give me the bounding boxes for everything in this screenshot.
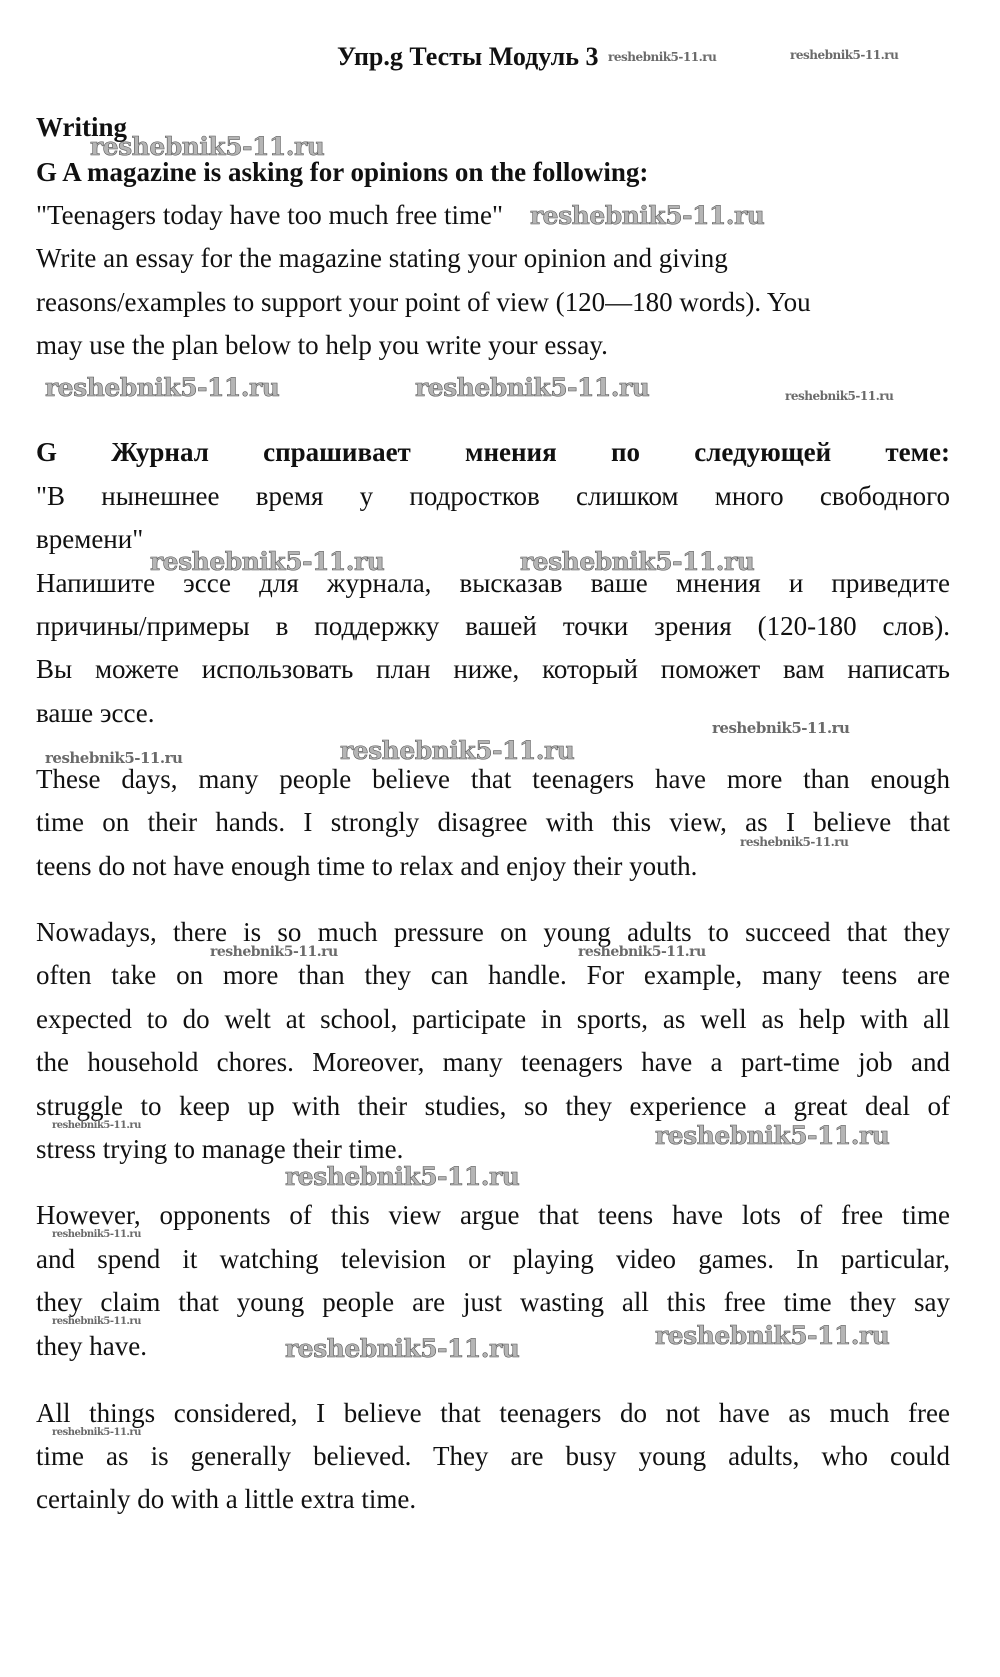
- essay-paragraph-4: certainly do with a little extra time.: [36, 1484, 417, 1514]
- watermark: reshebnik5-11.ru: [608, 50, 717, 64]
- watermark: reshebnik5-11.ru: [790, 48, 899, 62]
- watermark: reshebnik5-11.ru: [45, 373, 280, 402]
- essay-paragraph-3: and spend it watching television or playing video games. In particular,: [36, 1244, 950, 1274]
- watermark: reshebnik5-11.ru: [655, 1121, 890, 1150]
- watermark: reshebnik5-11.ru: [415, 373, 650, 402]
- section-heading: Writing: [36, 112, 128, 142]
- watermark: reshebnik5-11.ru: [285, 1162, 520, 1191]
- essay-paragraph-3: they have.: [36, 1331, 147, 1361]
- task-text-en: may use the plan below to help you write your essay.: [36, 330, 608, 360]
- watermark: reshebnik5-11.ru: [285, 1334, 520, 1363]
- task-text-en: reasons/examples to support your point of view (120—180 words). You: [36, 287, 811, 317]
- watermark: reshebnik5-11.ru: [530, 201, 765, 230]
- essay-paragraph-3: However, opponents of this view argue that teens have lots of free time: [36, 1200, 950, 1230]
- watermark: reshebnik5-11.ru: [150, 547, 385, 576]
- essay-paragraph-2: expected to do welt at school, participate in sports, as well as help with all: [36, 1004, 950, 1034]
- essay-paragraph-3: they claim that young people are just wasting all this free time they say: [36, 1287, 950, 1317]
- watermark: reshebnik5-11.ru: [578, 944, 706, 960]
- essay-paragraph-1: teens do not have enough time to relax and enjoy their youth.: [36, 851, 698, 881]
- task-topic-en: "Teenagers today have too much free time": [36, 200, 503, 230]
- essay-paragraph-2: often take on more than they can handle. For example, many teens are: [36, 960, 950, 990]
- essay-paragraph-2: Nowadays, there is so much pressure on young adults to succeed that they: [36, 917, 950, 947]
- task-text-en: Write an essay for the magazine stating your opinion and giving: [36, 243, 728, 273]
- essay-paragraph-2: stress trying to manage their time.: [36, 1134, 404, 1164]
- essay-paragraph-4: All things considered, I believe that teenagers do not have as much free: [36, 1398, 950, 1428]
- task-text-ru: причины/примеры в поддержку вашей точки зрения (120-180 слов).: [36, 611, 950, 641]
- essay-paragraph-1: time on their hands. I strongly disagree with this view, as I believe that: [36, 807, 950, 837]
- watermark: reshebnik5-11.ru: [785, 389, 894, 403]
- task-topic-ru: времени": [36, 524, 144, 554]
- watermark: reshebnik5-11.ru: [655, 1321, 890, 1350]
- essay-paragraph-1: These days, many people believe that teenagers have more than enough: [36, 764, 950, 794]
- page-title: Упр.g Тесты Модуль 3: [337, 42, 599, 71]
- essay-paragraph-2: struggle to keep up with their studies, so they experience a great deal of: [36, 1091, 950, 1121]
- watermark: reshebnik5-11.ru: [45, 749, 183, 767]
- watermark: reshebnik5-11.ru: [340, 736, 575, 765]
- watermark: reshebnik5-11.ru: [52, 1120, 141, 1131]
- watermark: reshebnik5-11.ru: [52, 1229, 141, 1240]
- watermark: reshebnik5-11.ru: [210, 944, 338, 960]
- task-text-ru: Напишите эссе для журнала, высказав ваше мнения и приведите: [36, 568, 950, 598]
- watermark: reshebnik5-11.ru: [712, 719, 850, 737]
- watermark: reshebnik5-11.ru: [740, 835, 849, 849]
- task-text-ru: ваше эссе.: [36, 698, 155, 728]
- task-heading-en: G A magazine is asking for opinions on the following:: [36, 157, 649, 187]
- essay-paragraph-2: the household chores. Moreover, many teenagers have a part-time job and: [36, 1047, 950, 1077]
- watermark: reshebnik5-11.ru: [90, 132, 325, 161]
- task-text-ru: Вы можете использовать план ниже, который поможет вам написать: [36, 654, 950, 684]
- watermark: reshebnik5-11.ru: [52, 1316, 141, 1327]
- task-heading-ru: G Журнал спрашивает мнения по следующей теме:: [36, 437, 950, 467]
- task-topic-ru: "В нынешнее время у подростков слишком много свободного: [36, 481, 950, 511]
- watermark: reshebnik5-11.ru: [52, 1427, 141, 1438]
- essay-paragraph-4: time as is generally believed. They are busy young adults, who could: [36, 1441, 950, 1471]
- watermark: reshebnik5-11.ru: [520, 547, 755, 576]
